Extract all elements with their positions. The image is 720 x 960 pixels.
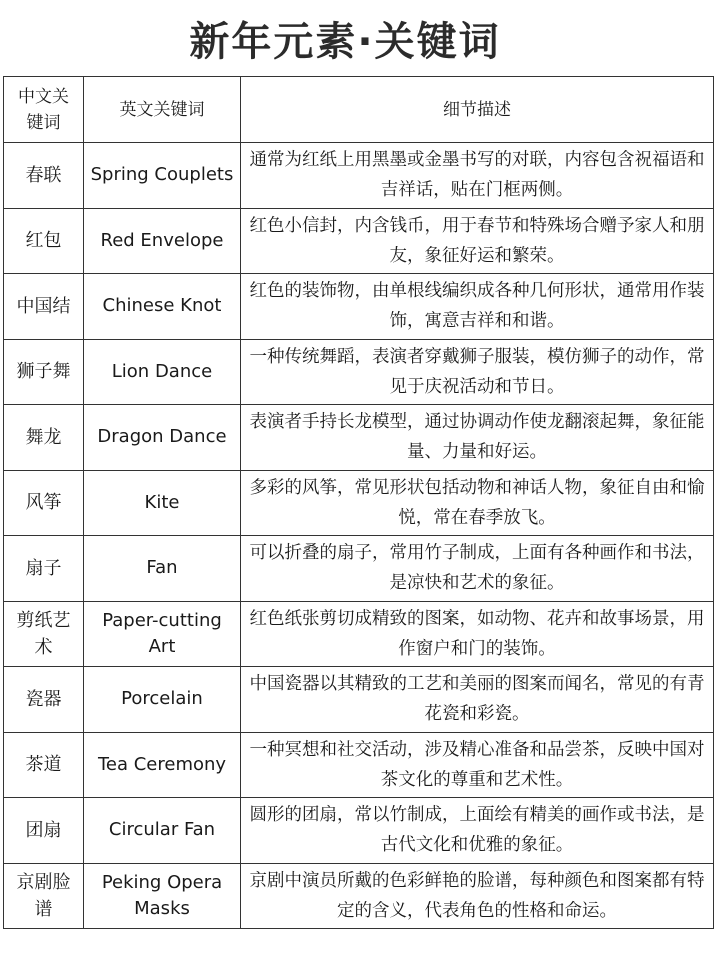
cell-english: Fan [84,536,241,602]
table-header-row [4,77,714,143]
cell-english: Porcelain [84,667,241,733]
header-english-keyword: 英文关键词 [84,77,241,143]
cell-english: Paper-cutting Art [84,601,241,667]
cell-chinese: 扇子 [4,536,84,602]
cell-chinese: 中国结 [4,274,84,340]
table-row [4,339,714,405]
cell-english: Circular Fan [84,798,241,864]
cell-english: Spring Couplets [84,143,241,209]
cell-english: Dragon Dance [84,405,241,471]
cell-description: 可以折叠的扇子，常用竹子制成，上面有各种画作和书法，是凉快和艺术的象征。 [241,536,714,602]
cell-description: 表演者手持长龙模型，通过协调动作使龙翻滚起舞，象征能量、力量和好运。 [241,405,714,471]
table-row [4,667,714,733]
cell-chinese: 风筝 [4,470,84,536]
table-row [4,732,714,798]
table-row [4,274,714,340]
table-row [4,470,714,536]
cell-description: 一种冥想和社交活动，涉及精心准备和品尝茶，反映中国对茶文化的尊重和艺术性。 [241,732,714,798]
cell-chinese: 红包 [4,208,84,274]
cell-description: 一种传统舞蹈，表演者穿戴狮子服装，模仿狮子的动作，常见于庆祝活动和节日。 [241,339,714,405]
table-row [4,798,714,864]
header-chinese-keyword: 中文关键词 [4,77,84,143]
cell-description: 通常为红纸上用黑墨或金墨书写的对联，内容包含祝福语和吉祥话，贴在门框两侧。 [241,143,714,209]
table-row [4,143,714,209]
page-title: 新年元素·关键词 [189,19,501,65]
cell-description: 红色的装饰物，由单根线编织成各种几何形状，通常用作装饰，寓意吉祥和和谐。 [241,274,714,340]
cell-english: Kite [84,470,241,536]
table-row [4,536,714,602]
cell-chinese: 舞龙 [4,405,84,471]
cell-chinese: 春联 [4,143,84,209]
cell-description: 红色纸张剪切成精致的图案，如动物、花卉和故事场景，用作窗户和门的装饰。 [241,601,714,667]
table-row [4,208,714,274]
cell-english: Peking Opera Masks [84,863,241,929]
cell-description: 京剧中演员所戴的色彩鲜艳的脸谱，每种颜色和图案都有特定的含义，代表角色的性格和命运。 [241,863,714,929]
cell-description: 中国瓷器以其精致的工艺和美丽的图案而闻名，常见的有青花瓷和彩瓷。 [241,667,714,733]
cell-description: 圆形的团扇，常以竹制成，上面绘有精美的画作或书法，是古代文化和优雅的象征。 [241,798,714,864]
cell-english: Red Envelope [84,208,241,274]
cell-description: 多彩的风筝，常见形状包括动物和神话人物，象征自由和愉悦，常在春季放飞。 [241,470,714,536]
header-description: 细节描述 [241,77,714,143]
cell-english: Tea Ceremony [84,732,241,798]
cell-chinese: 剪纸艺术 [4,601,84,667]
cell-description: 红色小信封，内含钱币，用于春节和特殊场合赠予家人和朋友，象征好运和繁荣。 [241,208,714,274]
cell-english: Lion Dance [84,339,241,405]
table-row [4,863,714,929]
cell-chinese: 京剧脸谱 [4,863,84,929]
cell-chinese: 茶道 [4,732,84,798]
table-row [4,601,714,667]
keyword-table [3,76,714,929]
cell-chinese: 瓷器 [4,667,84,733]
cell-english: Chinese Knot [84,274,241,340]
cell-chinese: 狮子舞 [4,339,84,405]
table-row [4,405,714,471]
cell-chinese: 团扇 [4,798,84,864]
